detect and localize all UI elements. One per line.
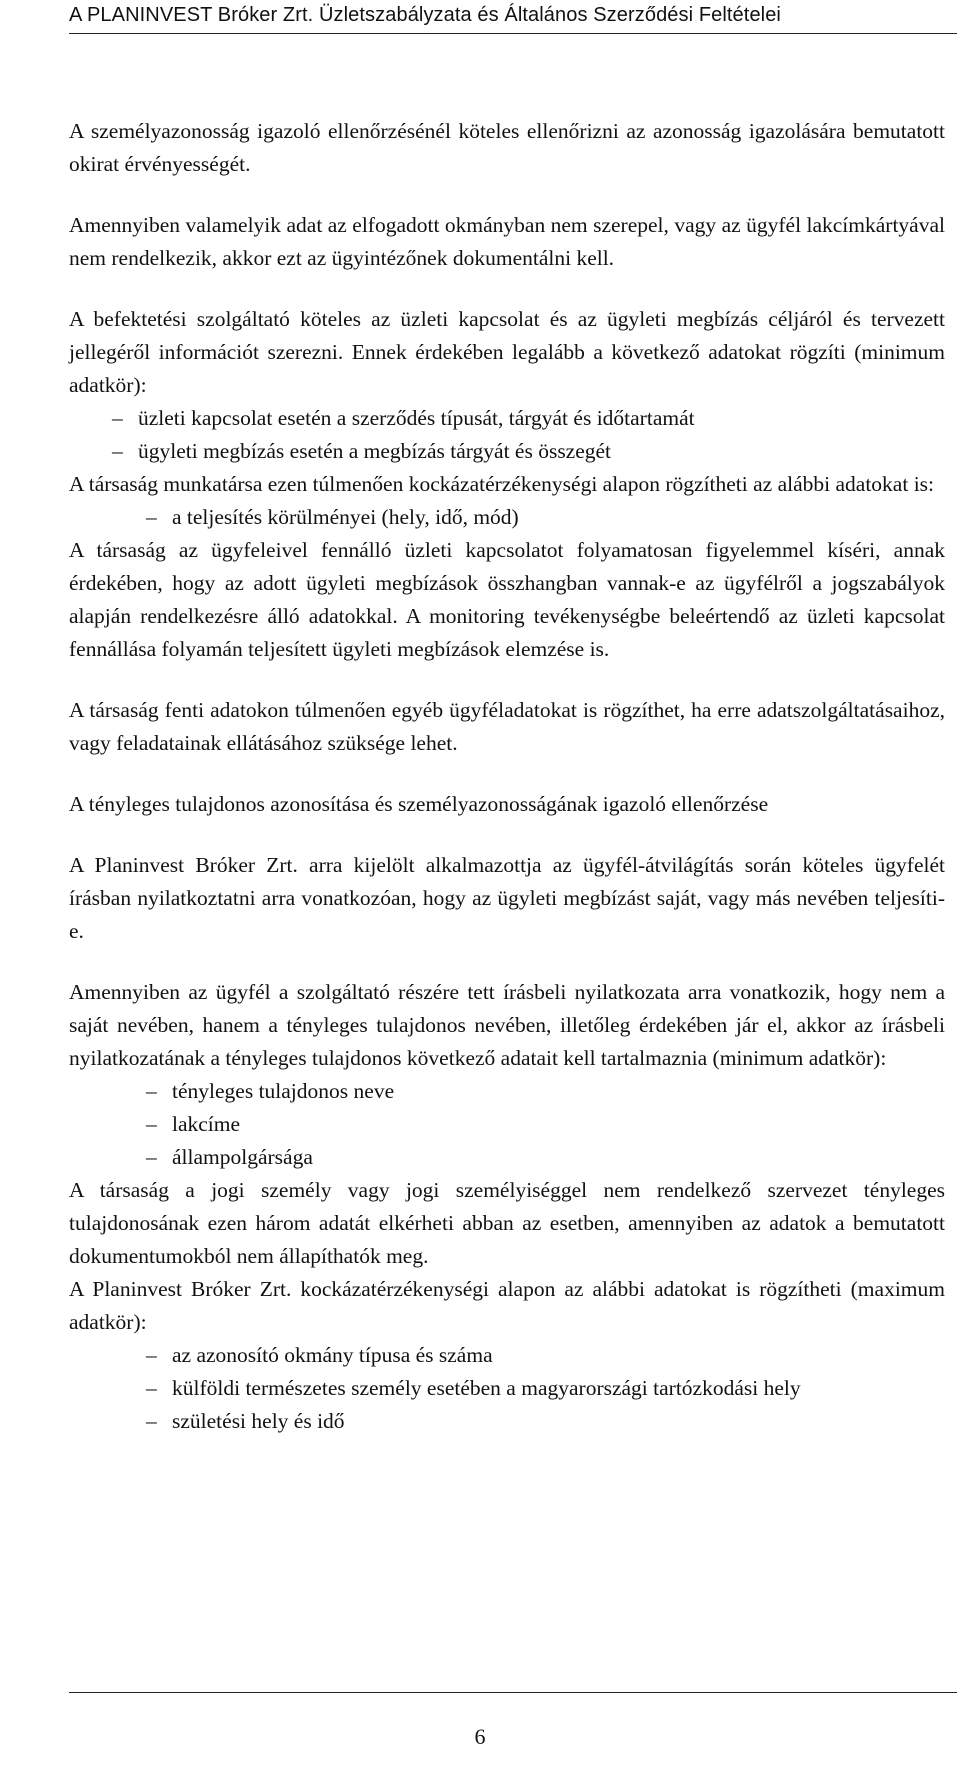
- dash-bullet: –: [112, 406, 123, 430]
- paragraph-declaration: A Planinvest Bróker Zrt. arra kijelölt alkalmazottja az ügyfél-átvilágítás során köteles ügyfelét írásban nyilatkoztatni arra vonatkozóan, hogy az ügyleti megbízást saját, vagy más nevében teljesíti-e.: [69, 853, 945, 943]
- document-body: [69, 115, 945, 1438]
- list-item: – az azonosító okmány típusa és száma: [172, 1339, 945, 1372]
- header-divider: [69, 33, 957, 34]
- paragraph-risk-based-data: A társaság munkatársa ezen túlmenően kockázatérzékenységi alapon rögzítheti az alábbi adatokat is:: [69, 472, 935, 496]
- list-item: – születési hely és idő: [172, 1405, 945, 1438]
- list-item: – külföldi természetes személy esetében a magyarországi tartózkodási hely: [172, 1372, 945, 1405]
- paragraph-maximum-data: A Planinvest Bróker Zrt. kockázatérzékenységi alapon az alábbi adatokat is rögzítheti (maximum adatkör):: [69, 1277, 945, 1334]
- dash-bullet: –: [146, 1409, 157, 1433]
- paragraph-business-purpose: A befektetési szolgáltató köteles az üzleti kapcsolat és az ügyleti megbízás céljáról és tervezett jellegéről információt szerezni. Ennek érdekében legalább a következő adatokat rögzíti (minimum adatkör):: [69, 307, 945, 397]
- list-item: – lakcíme: [172, 1108, 945, 1141]
- list-item: – tényleges tulajdonos neve: [172, 1075, 945, 1108]
- page-number: 6: [474, 1724, 486, 1749]
- minimum-data-list: [69, 402, 945, 468]
- paragraph-monitoring: A társaság az ügyfeleivel fennálló üzleti kapcsolatot folyamatosan figyelemmel kíséri, annak érdekében, hogy az adott ügyleti megbízások összhangban vannak-e az ügyfélről a jogszabályok alapján rendelkezésre álló adatokkal. A monitoring tevékenységbe beleértendő az üzleti kapcsolat fennállása folyamán teljesített ügyleti megbízások elemzése is.: [69, 538, 945, 661]
- dash-bullet: –: [146, 1343, 157, 1367]
- beneficial-owner-data-list: [69, 1075, 945, 1174]
- document-header: A PLANINVEST Bróker Zrt. Üzletszabályzata és Általános Szerződési Feltételei: [69, 4, 781, 26]
- paragraph-additional-data: A társaság fenti adatokon túlmenően egyéb ügyféladatokat is rögzíthet, ha erre adatszolgáltatásaihoz, vagy feladatainak ellátásához szüksége lehet.: [69, 698, 945, 755]
- list-item: – a teljesítés körülményei (hely, idő, mód): [172, 501, 945, 534]
- paragraph-id-validity: A személyazonosság igazoló ellenőrzésénél köteles ellenőrizni az azonosság igazolására bemutatott okirat érvényességét.: [69, 119, 945, 176]
- dash-bullet: –: [146, 1079, 157, 1103]
- paragraph-legal-entity: A társaság a jogi személy vagy jogi személyiséggel nem rendelkező szervezet tényleges tulajdonosának ezen három adatát elkérheti abban az esetben, amennyiben az adatok a bemutatott dokumentumokból nem állapíthatók meg.: [69, 1178, 945, 1268]
- list-item: – üzleti kapcsolat esetén a szerződés típusát, tárgyát és időtartamát: [138, 402, 945, 435]
- list-item: – állampolgársága: [172, 1141, 945, 1174]
- dash-bullet: –: [112, 439, 123, 463]
- dash-bullet: –: [146, 505, 157, 529]
- dash-bullet: –: [146, 1376, 157, 1400]
- footer-divider: [69, 1692, 957, 1693]
- dash-bullet: –: [146, 1145, 157, 1169]
- paragraph-beneficial-owner-data: Amennyiben az ügyfél a szolgáltató részére tett írásbeli nyilatkozata arra vonatkozik, hogy nem a saját nevében, hanem a tényleges tulajdonos nevében, illetőleg érdekében jár el, akkor az írásbeli nyilatkozatának a tényleges tulajdonos következő adatait kell tartalmaznia (minimum adatkör):: [69, 980, 945, 1070]
- maximum-data-list: [69, 1339, 945, 1438]
- dash-bullet: –: [146, 1112, 157, 1136]
- section-heading-beneficial-owner: A tényleges tulajdonos azonosítása és személyazonosságának igazoló ellenőrzése: [69, 792, 769, 816]
- paragraph-missing-data: Amennyiben valamelyik adat az elfogadott okmányban nem szerepel, vagy az ügyfél lakcímkártyával nem rendelkezik, akkor ezt az ügyintézőnek dokumentálni kell.: [69, 213, 945, 270]
- optional-data-list: [69, 501, 945, 534]
- list-item: – ügyleti megbízás esetén a megbízás tárgyát és összegét: [138, 435, 945, 468]
